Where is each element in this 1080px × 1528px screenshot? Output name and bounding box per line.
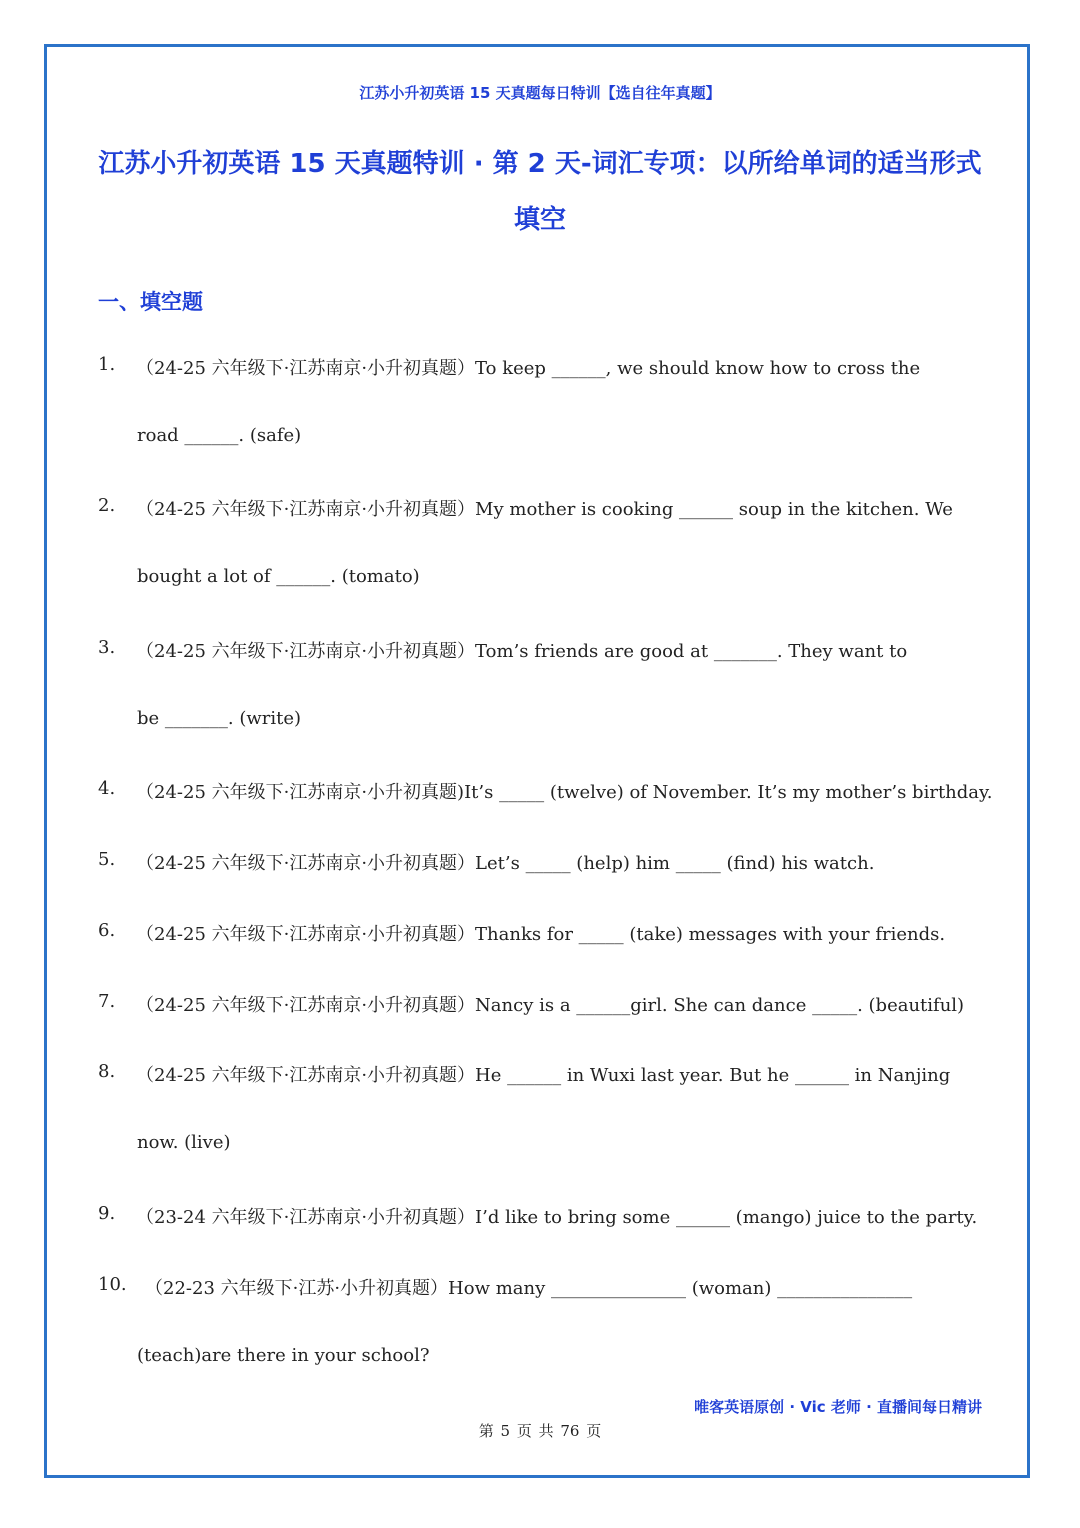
question-number: 10. — [98, 1274, 127, 1295]
question-number: 7. — [98, 991, 116, 1012]
question-text-continued: be _______. (write) — [137, 708, 302, 729]
question-text: （24-25 六年级下·江苏南京·小升初真题）He ______ in Wuxi last year. But he ______ in Nanjing — [136, 1065, 951, 1086]
question-number: 9. — [98, 1203, 116, 1224]
question-text: （24-25 六年级下·江苏南京·小升初真题）Thanks for _____ (take) messages with your friends. — [136, 924, 946, 945]
page-number: 第 5 页 共 76 页 — [478, 1422, 602, 1440]
question-number: 1. — [98, 354, 116, 375]
question-number: 4. — [98, 778, 116, 799]
page-title: 江苏小升初英语 15 天真题特训 · 第 2 天-词汇专项：以所给单词的适当形式填空 — [98, 149, 982, 235]
question-text-continued: bought a lot of ______. (tomato) — [137, 566, 420, 587]
question-text: （22-23 六年级下·江苏·小升初真题）How many _______________ (woman) _______________ — [145, 1278, 913, 1299]
footer-brand: 唯客英语原创 · Vic 老师 · 直播间每日精讲 — [694, 1398, 982, 1416]
section-heading: 一、填空题 — [98, 290, 203, 314]
question-number: 8. — [98, 1061, 116, 1082]
question-text: （24-25 六年级下·江苏南京·小升初真题）My mother is cooking ______ soup in the kitchen. We — [136, 499, 953, 520]
question-number: 6. — [98, 920, 116, 941]
question-text-continued: (teach)are there in your school? — [137, 1345, 430, 1366]
question-text: （24-25 六年级下·江苏南京·小升初真题）Tom’s friends are good at _______. They want to — [136, 641, 908, 662]
question-text: （24-25 六年级下·江苏南京·小升初真题）Let’s _____ (help) him _____ (find) his watch. — [136, 853, 875, 874]
question-text-continued: now. (live) — [137, 1132, 231, 1153]
question-text: （24-25 六年级下·江苏南京·小升初真题)It’s _____ (twelve) of November. It’s my mother’s birthday. — [136, 782, 993, 803]
page-border — [44, 44, 1030, 1478]
question-number: 5. — [98, 849, 116, 870]
question-number: 3. — [98, 637, 116, 658]
question-text: （24-25 六年级下·江苏南京·小升初真题）To keep ______, we should know how to cross the — [136, 358, 921, 379]
question-text-continued: road ______. (safe) — [137, 425, 302, 446]
question-number: 2. — [98, 495, 116, 516]
page-header: 江苏小升初英语 15 天真题每日特训【选自往年真题】 — [359, 84, 721, 102]
question-text: （23-24 六年级下·江苏南京·小升初真题）I’d like to bring some ______ (mango) juice to the party. — [136, 1207, 978, 1228]
question-text: （24-25 六年级下·江苏南京·小升初真题）Nancy is a ______girl. She can dance _____. (beautiful) — [136, 995, 965, 1016]
